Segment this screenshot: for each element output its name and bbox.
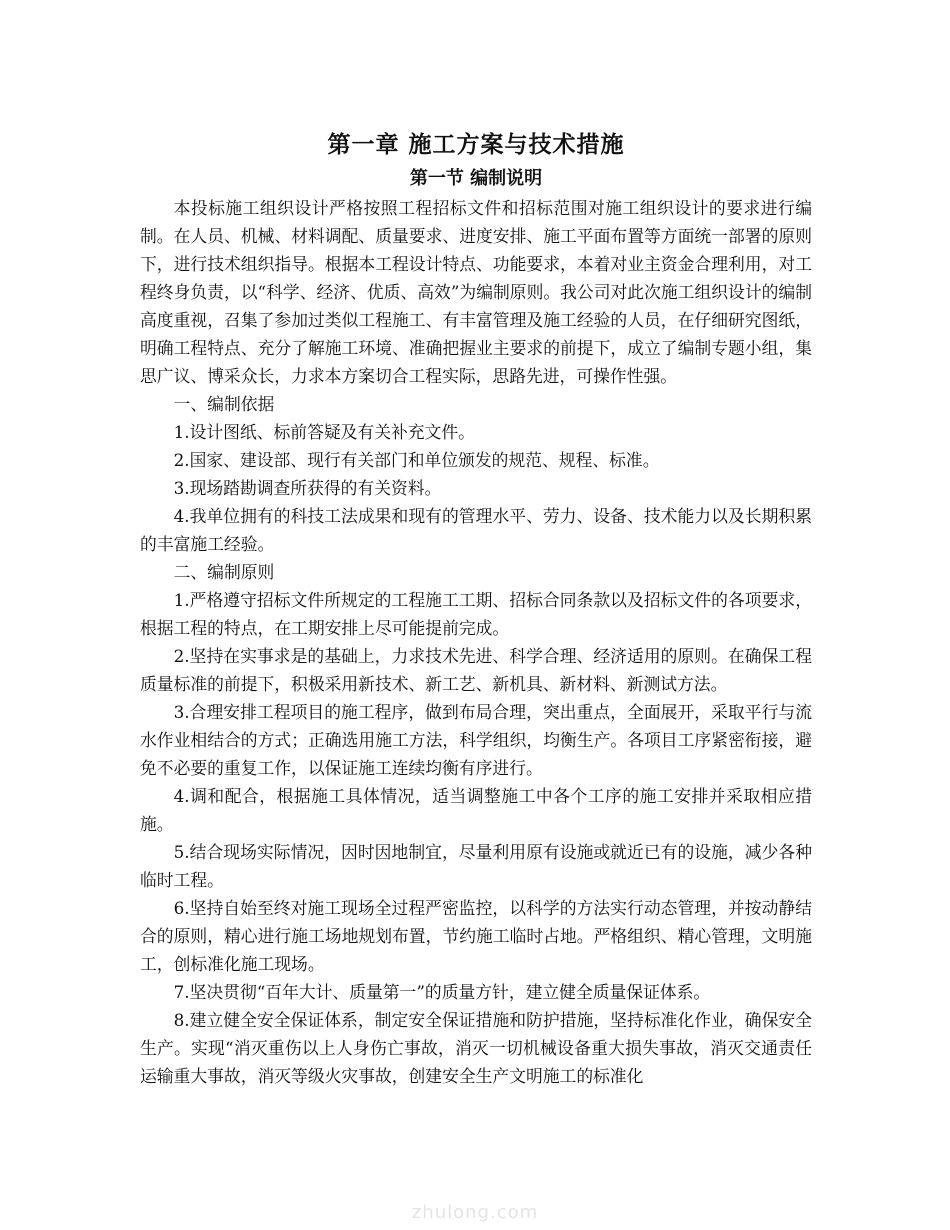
basis-item-2: 2.国家、建设部、现行有关部门和单位颁发的规范、规程、标准。 (173, 450, 660, 470)
heading-basis: 一、编制依据 (173, 394, 275, 414)
principle-item-3: 3.合理安排工程项目的施工程序，做到布局合理，突出重点，全面展开，采取平行与流水作业相结合的方式；正确选用施工方法，科学组织，均衡生产。各项目工序紧密衔接，避免不必要的重复工作，以保证施工连续均衡有序进行。 (140, 702, 812, 778)
basis-item-3: 3.现场踏勘调查所获得的有关资料。 (173, 478, 442, 498)
principle-item-7: 7.坚决贯彻“百年大计、质量第一”的质量方针，建立健全质量保证体系。 (173, 982, 711, 1002)
watermark: zhulong.com (411, 1202, 539, 1223)
chapter-title: 第一章 施工方案与技术措施 (327, 132, 625, 158)
principle-item-1: 1.严格遵守招标文件所规定的工程施工工期、招标合同条款以及招标文件的各项要求，根据工程的特点，在工期安排上尽可能提前完成。 (140, 590, 812, 638)
principle-item-2: 2.坚持在实事求是的基础上，力求技术先进、科学合理、经济适用的原则。在确保工程质量标准的前提下，积极采用新技术、新工艺、新机具、新材料、新测试方法。 (140, 646, 812, 694)
principle-item-5: 5.结合现场实际情况，因时因地制宜，尽量利用原有设施或就近已有的设施，减少各种临时工程。 (140, 842, 812, 890)
document-page (140, 126, 812, 1090)
section-title: 第一节 编制说明 (409, 168, 543, 189)
basis-item-1: 1.设计图纸、标前答疑及有关补充文件。 (173, 422, 475, 442)
intro-paragraph: 本投标施工组织设计严格按照工程招标文件和招标范围对施工组织设计的要求进行编制。在人员、机械、材料调配、质量要求、进度安排、施工平面布置等方面统一部署的原则下，进行技术组织指导。根据本工程设计特点、功能要求，本着对业主资金合理利用，对工程终身负责，以“科学、经济、优质、高效”为编制原则。我公司对此次施工组织设计的编制高度重视，召集了参加过类似工程施工、有丰富管理及施工经验的人员，在仔细研究图纸，明确工程特点、充分了解施工环境、准确把握业主要求的前提下，成立了编制专题小组，集思广议、博采众长，力求本方案切合工程实际，思路先进，可操作性强。 (140, 198, 812, 386)
heading-principles: 二、编制原则 (173, 562, 275, 582)
principle-item-8: 8.建立健全安全保证体系，制定安全保证措施和防护措施，坚持标准化作业，确保安全生产。实现“消灭重伤以上人身伤亡事故，消灭一切机械设备重大损失事故，消灭交通责任运输重大事故，消灭等级火灾事故，创建安全生产文明施工的标准化 (140, 1010, 812, 1086)
principle-item-6: 6.坚持自始至终对施工现场全过程严密监控，以科学的方法实行动态管理，并按动静结合的原则，精心进行施工场地规划布置，节约施工临时占地。严格组织、精心管理，文明施工，创标准化施工现场。 (140, 898, 812, 974)
principle-item-4: 4.调和配合，根据施工具体情况，适当调整施工中各个工序的施工安排并采取相应措施。 (140, 786, 812, 834)
basis-item-4: 4.我单位拥有的科技工法成果和现有的管理水平、劳力、设备、技术能力以及长期积累的丰富施工经验。 (140, 506, 812, 554)
